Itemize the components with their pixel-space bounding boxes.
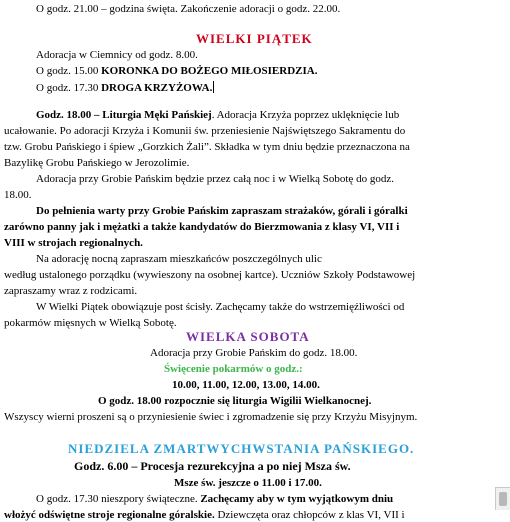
wielka-sobota-heading: WIELKA SOBOTA — [186, 329, 310, 344]
vespers-line — [36, 493, 393, 506]
costume-text: włożyć odświętne stroje regionalne góralskie. — [4, 509, 215, 521]
vigil-line: O godz. 18.00 rozpocznie się liturgia Wigilii Wielkanocnej. — [98, 395, 372, 407]
wp-line-2 — [36, 65, 317, 78]
procession-line: Godz. 6.00 – Procesja rezurekcyjna a po niej Msza św. — [74, 459, 351, 473]
wp-line-3-time: O godz. 17.30 — [36, 82, 102, 94]
night-line-1: Na adorację nocną zapraszam mieszkańców poszczególnych ulic — [36, 253, 322, 265]
swiecenie-line: Święcenie pokarmów o godz.: — [164, 363, 303, 375]
liturgy-line-1-rest: . Adoracja Krzyża poprzez uklęknięcie lub — [211, 109, 400, 121]
masses-line: Msze św. jeszcze o 11.00 i 17.00. — [174, 477, 322, 489]
guard-line-2: zarówno panny jak i mężatki a także kandydatów do Bierzmowania z klasy VI, VII i — [4, 221, 400, 233]
encourage-text: Zachęcamy aby w tym wyjątkowym dniu — [200, 493, 394, 505]
liturgy-line-1 — [36, 109, 399, 122]
text-cursor — [213, 81, 214, 93]
fast-line-1: W Wielki Piątek obowiązuje post ścisły. Zachęcamy także do wstrzemięźliwości od — [36, 301, 405, 313]
wielki-piatek-heading: WIELKI PIĄTEK — [196, 31, 313, 46]
ws-line-1: Adoracja przy Grobie Pańskim do godz. 18.00. — [150, 347, 358, 359]
niedziela-heading: NIEDZIELA ZMARTWYCHWSTANIA PAŃSKIEGO. — [68, 441, 415, 456]
koronka-text: KORONKA DO BOŻEGO MIŁOSIERDZIA. — [101, 65, 318, 77]
liturgy-line-4: Bazylikę Grobu Pańskiego w Jerozolimie. — [4, 157, 190, 169]
adoration-line-2: 18.00. — [4, 189, 32, 201]
guard-line-1: Do pełnienia warty przy Grobie Pańskim zapraszam strażaków, górali i góralki — [36, 205, 408, 217]
costume-line-rest: Dziewczęta oraz chłopców z klas VI, VII i — [214, 509, 405, 521]
adoration-line-1: Adoracja przy Grobie Pańskim będzie przez całą noc i w Wielką Sobotę do godz. — [36, 173, 394, 185]
wp-line-1: Adoracja w Ciemnicy od godz. 8.00. — [36, 49, 198, 61]
liturgy-line-3: tzw. Grobu Pańskiego i śpiew „Gorzkich Żali”. Składka w tym dniu będzie przeznaczona na — [4, 141, 410, 153]
vespers-text: O godz. 17.30 nieszpory świąteczne. — [36, 493, 201, 505]
droga-krzyzowa-text: DROGA KRZYŻOWA. — [101, 82, 213, 94]
guard-line-3: VIII w strojach regionalnych. — [4, 237, 143, 249]
liturgy-line-2: ucałowanie. Po adoracji Krzyża i Komunii św. przeniesienie Najświętszego Sakramentu do — [4, 125, 406, 137]
liturgy-title: Godz. 18.00 – Liturgia Męki Pańskiej — [36, 109, 212, 121]
costume-line — [4, 509, 405, 522]
intro-line: O godz. 21.00 – godzina święta. Zakończenie adoracji o godz. 22.00. — [36, 3, 341, 15]
scrollbar-thumb[interactable] — [499, 492, 507, 506]
swiecenie-times: 10.00, 11.00, 12.00, 13.00, 14.00. — [172, 379, 320, 391]
night-line-2: według ustalonego porządku (wywieszony na osobnej kartce). Uczniów Szkoły Podstawowej — [4, 269, 416, 281]
fast-line-2: pokarmów mięsnych w Wielką Sobotę. — [4, 317, 177, 329]
wp-line-3 — [36, 81, 214, 95]
night-line-3: zapraszamy wraz z rodzicami. — [4, 285, 138, 297]
scrollbar[interactable] — [495, 487, 510, 510]
candles-line: Wszyscy wierni proszeni są o przyniesienie świec i zgromadzenie się przy Krzyżu Misyjnym. — [4, 411, 418, 423]
wp-line-2-time: O godz. 15.00 — [36, 65, 102, 77]
